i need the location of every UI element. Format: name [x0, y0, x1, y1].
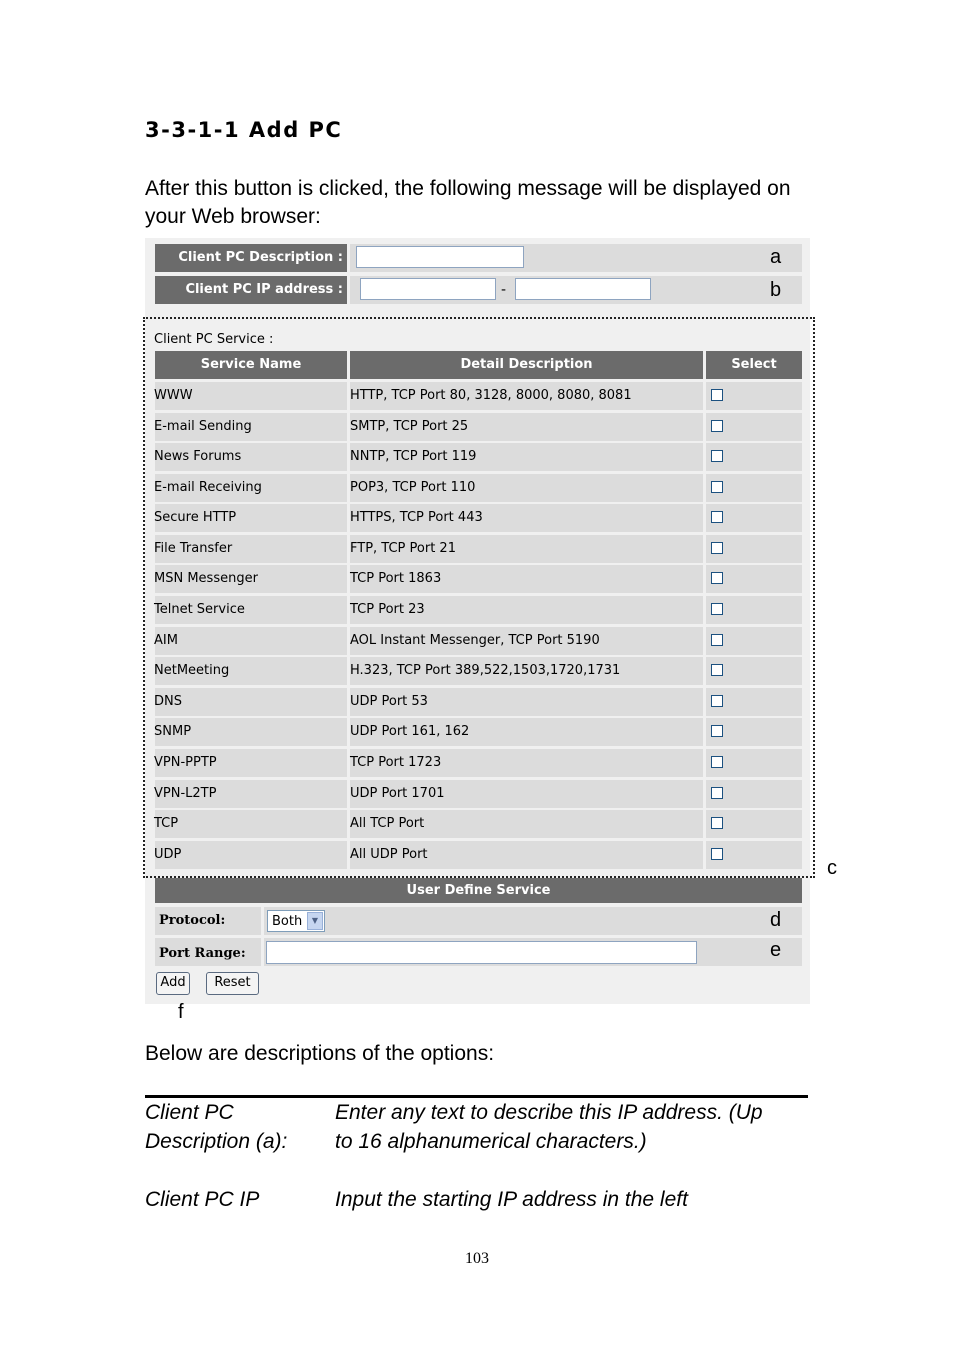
service-title: Client PC Service : — [154, 332, 274, 347]
service-detail: All UDP Port — [350, 847, 428, 862]
callout-f: f — [178, 1001, 184, 1023]
ip-separator: - — [501, 282, 507, 298]
option-description: to 16 alphanumerical characters.) — [335, 1130, 647, 1153]
callout-e: e — [770, 939, 782, 961]
service-name: E-mail Receiving — [154, 480, 262, 495]
page-number: 103 — [465, 1250, 489, 1267]
reset-button[interactable]: Reset — [206, 972, 259, 995]
service-name: UDP — [154, 847, 182, 862]
service-detail: POP3, TCP Port 110 — [350, 480, 476, 495]
user-define-header: User Define Service — [155, 878, 802, 903]
description-label: Client PC Description : — [155, 244, 347, 272]
service-name: AIM — [154, 633, 178, 648]
ip-start-input[interactable] — [360, 278, 496, 300]
service-name: TCP — [154, 816, 179, 831]
service-callout-box — [143, 317, 815, 878]
service-name: Secure HTTP — [154, 510, 237, 525]
section-heading: 3-3-1-1 Add PC — [145, 118, 343, 142]
option-term: Client PC — [145, 1101, 234, 1124]
callout-d: d — [770, 909, 782, 931]
service-detail: NNTP, TCP Port 119 — [350, 449, 477, 464]
service-name: MSN Messenger — [154, 571, 258, 586]
chevron-down-icon: ▼ — [307, 912, 323, 930]
col-service-name: Service Name — [155, 351, 347, 379]
protocol-value: Both — [272, 914, 303, 929]
service-name: File Transfer — [154, 541, 233, 556]
service-detail: HTTPS, TCP Port 443 — [350, 510, 483, 525]
service-detail: FTP, TCP Port 21 — [350, 541, 456, 556]
option-description: Enter any text to describe this IP address. (Up — [335, 1101, 763, 1124]
callout-c: c — [827, 857, 837, 879]
callout-a: a — [770, 246, 782, 268]
service-detail: TCP Port 23 — [350, 602, 425, 617]
service-detail: UDP Port 161, 162 — [350, 724, 470, 739]
service-name: NetMeeting — [154, 663, 230, 678]
service-detail: HTTP, TCP Port 80, 3128, 8000, 8080, 8081 — [350, 388, 632, 403]
port-range-label: Port Range: — [155, 938, 261, 966]
service-detail: AOL Instant Messenger, TCP Port 5190 — [350, 633, 600, 648]
add-button[interactable]: Add — [156, 972, 190, 995]
description-input[interactable] — [356, 246, 524, 268]
protocol-select[interactable] — [267, 910, 325, 932]
service-detail: H.323, TCP Port 389,522,1503,1720,1731 — [350, 663, 621, 678]
service-detail: TCP Port 1723 — [350, 755, 442, 770]
service-detail: All TCP Port — [350, 816, 425, 831]
callout-b: b — [770, 279, 782, 301]
service-name: VPN-L2TP — [154, 786, 217, 801]
service-name: DNS — [154, 694, 182, 709]
ip-label: Client PC IP address : — [155, 276, 347, 304]
service-detail: UDP Port 53 — [350, 694, 428, 709]
options-intro: Below are descriptions of the options: — [145, 1042, 495, 1065]
col-detail-description: Detail Description — [350, 351, 703, 379]
col-select: Select — [706, 351, 802, 379]
option-term: Client PC IP — [145, 1188, 260, 1211]
service-name: VPN-PPTP — [154, 755, 217, 770]
service-name: News Forums — [154, 449, 242, 464]
service-detail: TCP Port 1863 — [350, 571, 442, 586]
intro-paragraph: After this button is clicked, the following message will be displayed on your Web browser: — [145, 177, 791, 228]
service-name: WWW — [154, 388, 193, 403]
option-description: Input the starting IP address in the left — [335, 1188, 688, 1211]
service-detail: UDP Port 1701 — [350, 786, 445, 801]
service-name: Telnet Service — [154, 602, 245, 617]
port-range-input[interactable] — [266, 941, 697, 964]
option-term: Description (a): — [145, 1130, 288, 1153]
ip-end-input[interactable] — [515, 278, 651, 300]
service-name: E-mail Sending — [154, 419, 252, 434]
service-name: SNMP — [154, 724, 192, 739]
service-detail: SMTP, TCP Port 25 — [350, 419, 469, 434]
protocol-label: Protocol: — [155, 907, 261, 935]
protocol-cell — [264, 907, 802, 935]
